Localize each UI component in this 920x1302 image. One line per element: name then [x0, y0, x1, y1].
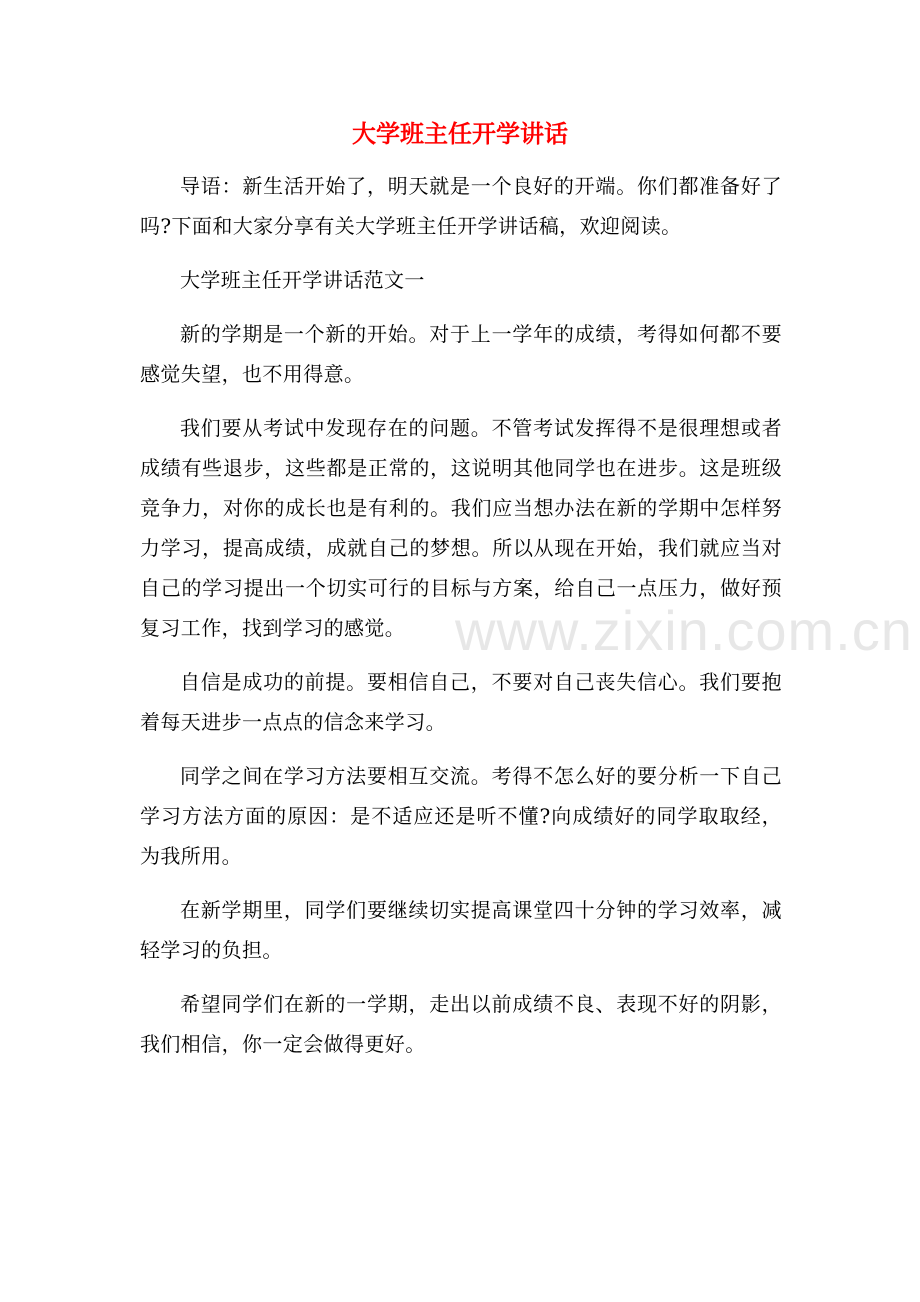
- body-paragraph: 希望同学们在新的一学期，走出以前成绩不良、表现不好的阴影，我们相信，你一定会做得更好。: [140, 992, 782, 1056]
- body-paragraph: 在新学期里，同学们要继续切实提高课堂四十分钟的学习效率，减轻学习的负担。: [140, 898, 782, 962]
- body-paragraph: 自信是成功的前提。要相信自己，不要对自己丧失信心。我们要抱着每天进步一点点的信念来学习。: [140, 670, 782, 734]
- document-body: [140, 166, 782, 1064]
- section-heading: 大学班主任开学讲话范文一: [180, 268, 425, 292]
- body-paragraph: 我们要从考试中发现存在的问题。不管考试发挥得不是很理想或者成绩有些退步，这些都是正常的，这说明其他同学也在进步。这是班级竞争力，对你的成长也是有利的。我们应当想办法在新的学期中怎样努力学习，提高成绩，成就自己的梦想。所以从现在开始，我们就应当对自己的学习提出一个切实可行的目标与方案，给自己一点压力，做好预复习工作，找到学习的感觉。: [140, 416, 782, 640]
- watermark: www.zixin.com.cn: [455, 599, 913, 662]
- body-paragraph: 同学之间在学习方法要相互交流。考得不怎么好的要分析一下自己学习方法方面的原因：是不适应还是听不懂?向成绩好的同学取取经，为我所用。: [140, 764, 782, 868]
- body-paragraph: 新的学期是一个新的开始。对于上一学年的成绩，考得如何都不要感觉失望，也不用得意。: [140, 322, 782, 386]
- document-title: 大学班主任开学讲话: [352, 119, 568, 148]
- intro-paragraph: 导语：新生活开始了，明天就是一个良好的开端。你们都准备好了吗?下面和大家分享有关大学班主任开学讲话稿，欢迎阅读。: [140, 174, 782, 238]
